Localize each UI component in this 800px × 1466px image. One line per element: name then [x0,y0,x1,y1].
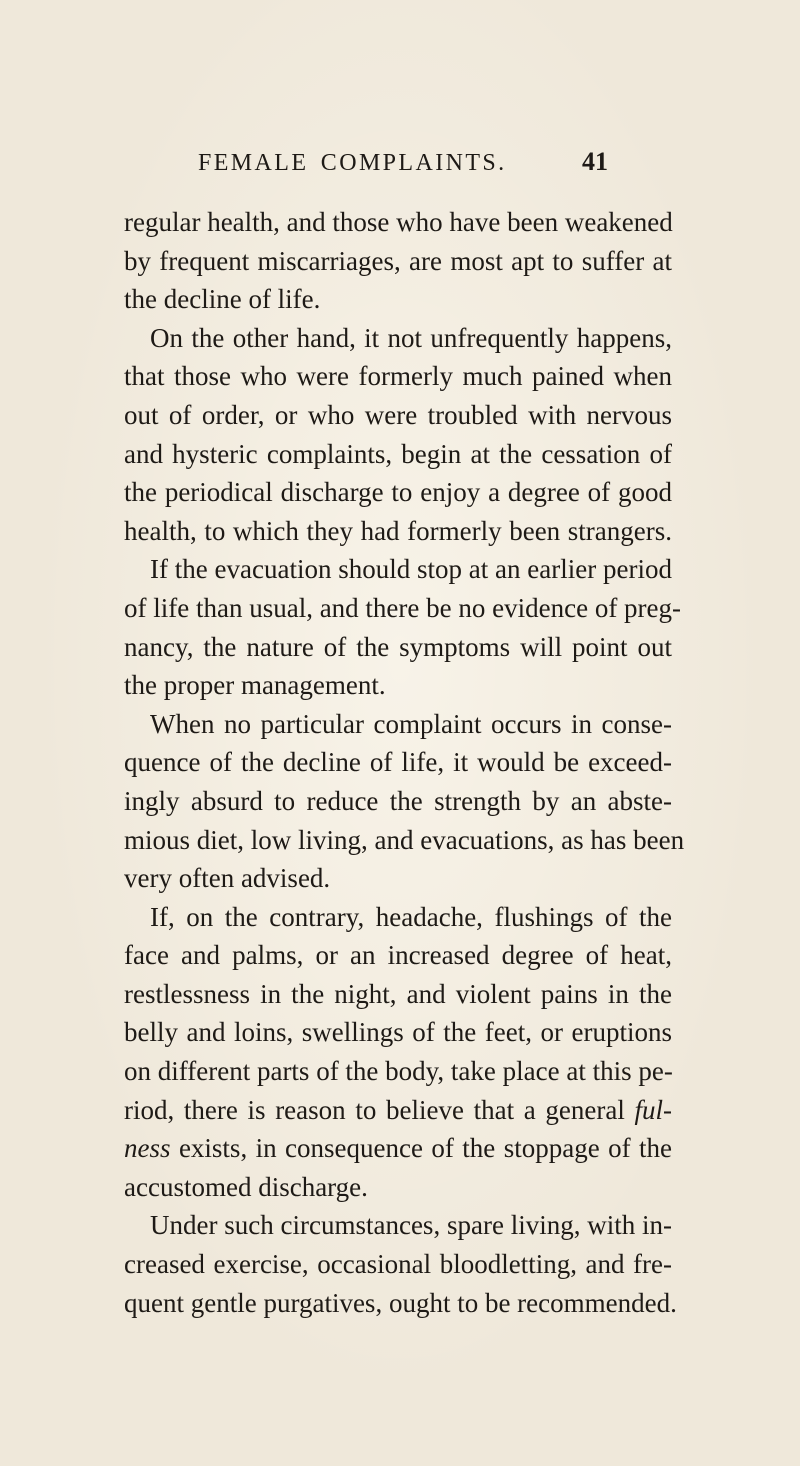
text-line: of life than usual, and there be no evidence of preg- [124,592,682,623]
text-line: face and palms, or an increased degree of heat, [124,940,672,971]
text-line: accustomed discharge. [124,1171,368,1202]
text-line: the decline of life. [124,284,321,315]
text-line: that those who were formerly much pained when [124,361,672,392]
text-line: On the other hand, it not unfrequently happens, [150,322,672,353]
text-line: and hysteric complaints, begin at the cessation of [124,438,672,469]
text-line: quence of the decline of life, it would be exceed- [124,747,672,778]
text-fragment: exists, in consequence of the stoppage of the [178,1133,673,1164]
text-line-with-italic [124,1091,672,1130]
text-line: by frequent miscarriages, are most apt to suffer at [124,245,672,276]
running-title: FEMALE COMPLAINTS. [198,150,507,176]
text-line-with-italic [124,1129,672,1168]
text-line: belly and loins, swellings of the feet, or eruptions [124,1017,672,1048]
text-line: out of order, or who were troubled with nervous [124,399,672,430]
text-line: nancy, the nature of the symptoms will point out [124,631,672,662]
text-line: If, on the contrary, headache, flushings of the [150,901,672,932]
text-line: creased exercise, occasional bloodletting, and fre- [124,1249,672,1280]
page-number: 41 [582,147,608,176]
text-line: Under such circumstances, spare living, with in- [150,1210,672,1241]
text-line: very often advised. [124,863,331,894]
text-line: If the evacuation should stop at an earlier period [150,554,672,585]
text-line: mious diet, low living, and evacuations, as has been [124,824,685,855]
text-fragment: riod, there is reason to believe that a general [124,1094,625,1125]
italic-word: ful- [634,1094,672,1125]
text-line: health, to which they had formerly been strangers. [124,515,672,546]
text-line: the proper management. [124,670,386,701]
body-text [124,203,685,1322]
text-line: quent gentle purgatives, ought to be recommended. [124,1287,677,1318]
text-line: ingly absurd to reduce the strength by an abste- [124,785,672,816]
text-line: regular health, and those who have been weakened [124,207,673,237]
page-header [0,147,800,190]
text-line: When no particular complaint occurs in conse- [150,708,672,739]
italic-word: ness [124,1133,171,1164]
text-line: on different parts of the body, take place at this pe- [124,1056,673,1087]
text-line: the periodical discharge to enjoy a degree of good [124,477,672,508]
text-line: restlessness in the night, and violent pains in the [124,978,672,1009]
